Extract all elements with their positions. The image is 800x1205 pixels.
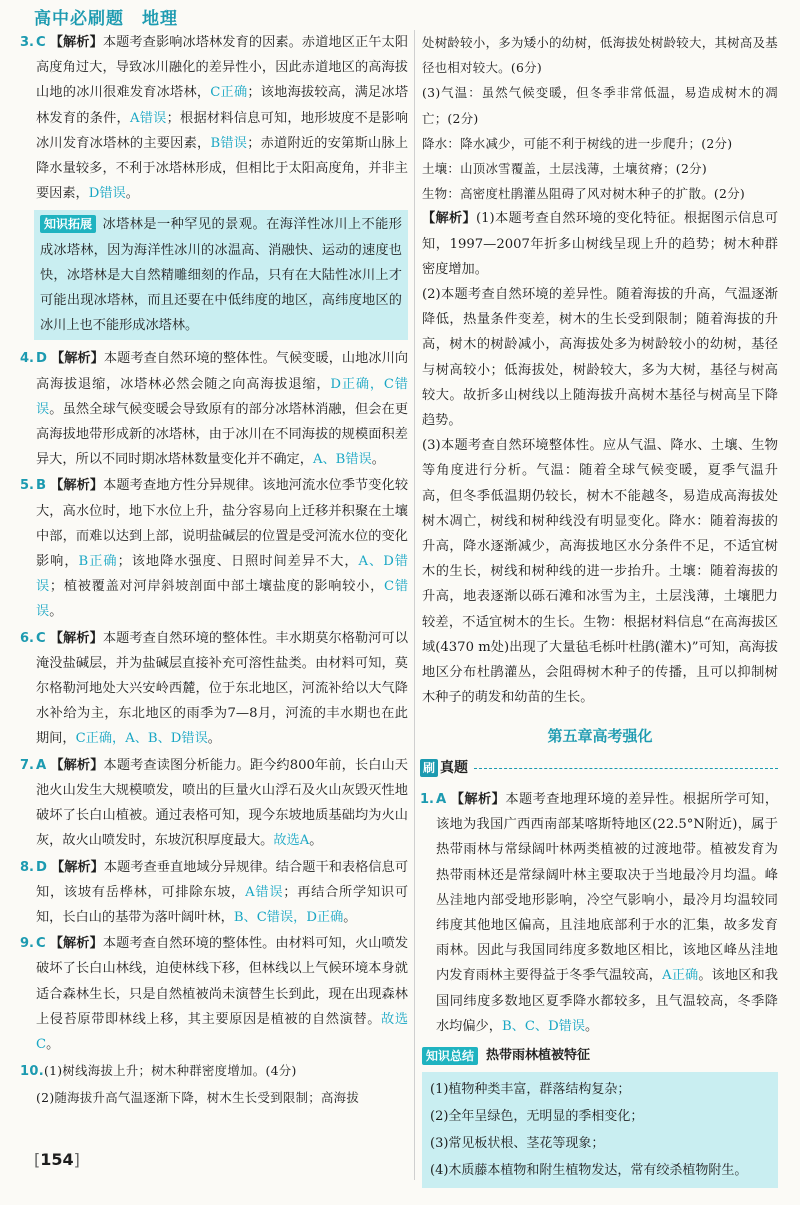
knowledge-summary-header xyxy=(422,1043,778,1068)
analysis-text: 。 xyxy=(49,604,63,620)
correct-note: 故选A xyxy=(273,833,310,849)
analysis-tag: 【解析】 xyxy=(49,630,103,646)
handwritten-answer-line: 降水：降水减少，可能不利于树线的进一步爬升；(2分) xyxy=(422,135,733,151)
answer-3 xyxy=(20,30,409,206)
answer-9 xyxy=(20,931,409,1057)
answer-letter: A xyxy=(436,791,447,807)
answer-6 xyxy=(20,626,409,752)
wrong-note: A错误 xyxy=(129,110,167,126)
correct-note: C正确 xyxy=(210,85,248,101)
question-number: 8. xyxy=(20,859,34,875)
section-label: 真题 xyxy=(440,759,469,776)
analysis-text: (1)本题考查自然环境的变化特征。根据图示信息可知，1997—2007年折多山树线呈现上升的趋势；树木种群密度增加。 xyxy=(422,211,779,277)
correct-note: D正确，C错误 xyxy=(36,376,408,417)
analysis-tag: 【解析】 xyxy=(49,936,103,952)
page-header xyxy=(0,0,800,34)
analysis-text: 。虽然全球气候变暖会导致原有的部分冰塔林消融，但会在更高海拔地带形成新的冰塔林，由于冰川在不同海拔的规模面积差异大，所以不同时期冰塔林数量变化并不确定， xyxy=(36,401,409,468)
analysis-text: ；赤道附近的安第斯山脉上降水量较多，不利于冰塔林形成，但相比于太阳高度角，并非主要因素， xyxy=(36,135,409,202)
analysis-tag: 【解析】 xyxy=(50,351,104,367)
analysis-text: 本题考查影响冰塔林发育的因素。赤道地区正午太阳高度角过大，导致冰川融化的差异性小，因此赤道地区的高海拔山地的冰川很难发育冰塔林， xyxy=(36,35,409,101)
page-number-value: 154 xyxy=(40,1150,74,1169)
question-number: 6. xyxy=(20,630,34,646)
handwritten-answer-line: (2)随海拔升高气温逐渐下降，树木生长受到限制；高海拔 xyxy=(36,1090,360,1106)
answer-10 xyxy=(20,1058,408,1084)
answer-letter: C xyxy=(36,630,46,646)
analysis-paragraph xyxy=(422,206,778,282)
analysis-tag: 【解析】 xyxy=(50,478,104,494)
analysis-text: ；该地海拔较高，满足冰塔林发育的条件， xyxy=(36,85,409,126)
wrong-note: D错误 xyxy=(88,186,126,202)
wrong-note: C错误 xyxy=(36,579,409,620)
knowledge-summary-title: 热带雨林植被特征 xyxy=(486,1047,591,1063)
page-number: [154] xyxy=(34,1150,80,1169)
question-number: 5. xyxy=(20,478,34,494)
handwritten-answer-line: (1)树线海拔上升；树木种群密度增加。(4分) xyxy=(43,1063,297,1079)
handwritten-answer-line: (3)气温：虽然气候变暖，但冬季非常低温，易造成树木的凋亡；(2分) xyxy=(422,85,778,126)
answer-letter: C xyxy=(36,35,46,50)
analysis-text: 本题考查地方性分异规律。该地河流水位季节变化较大，高水位时，地下水位上升，盐分容易向上迁移并积聚在土壤中部，而难以达到上部，说明盐碱层的位置是受河流水位的变化影响， xyxy=(36,478,409,570)
summary-item: (1)植物种类丰富，群落结构复杂； xyxy=(430,1082,631,1098)
question-number: 9. xyxy=(20,936,34,952)
analysis-text: 。 xyxy=(371,452,385,468)
knowledge-extension-box xyxy=(34,210,408,340)
analysis-text: ；该地降水强度、日照时间差异不大， xyxy=(117,554,359,570)
answer-letter: A xyxy=(36,757,47,773)
correct-note: B、C错误，D正确 xyxy=(233,909,344,925)
analysis-paragraph: (2)本题考查自然环境的差异性。随着海拔的升高，气温逐渐降低，热量条件变差，树木的生长受到限制；随着海拔的升高，树木的树龄减小，高海拔处多为树龄较小的幼树，基径与树高较小；低海拔处，树龄较大，多为大树，基径与树高较大。故折多山树线以上随海拔升高树木基径与树高呈下降趋势。 xyxy=(422,287,778,429)
left-column xyxy=(20,30,409,1111)
handwritten-answer-line: 生物：高密度杜鹃灌丛阻碍了风对树木种子的扩散。(2分) xyxy=(422,186,746,202)
book-title: 高中必刷题 地理 xyxy=(34,9,178,29)
wrong-note: B、C、D错误 xyxy=(501,1018,586,1034)
wrong-note: A、D错误 xyxy=(36,554,408,595)
analysis-text: 。 xyxy=(585,1018,599,1034)
question-number: 10. xyxy=(20,1064,44,1080)
knowledge-extension-text: 冰塔林是一种罕见的景观。在海洋性冰川上不能形成冰塔林，因为海洋性冰川的冰温高、消融快、运动的速度也快，冰塔林是大自然精雕细刻的作品，只有在大陆性冰川上才可能出现冰塔林，而且还要在中低纬度的地区，高纬度地区的冰川上也不能形成冰塔林。 xyxy=(40,217,402,334)
wrong-note: A错误 xyxy=(245,884,284,900)
answer-7 xyxy=(20,753,408,854)
analysis-tag: 【解析】 xyxy=(422,211,476,227)
analysis-text: 。该地区和我国同纬度多数地区夏季降水都较多，且气温较高，冬季降水均偏少， xyxy=(436,968,778,1034)
answer-8 xyxy=(20,855,409,931)
knowledge-summary-tag: 知识总结 xyxy=(422,1047,478,1065)
knowledge-extension-tag: 知识拓展 xyxy=(40,215,96,233)
handwritten-answer-line: 土壤：山顶冰雪覆盖，土层浅薄，土壤贫瘠；(2分) xyxy=(422,161,707,177)
analysis-text: 。 xyxy=(207,731,221,747)
analysis-text: ；再结合所学知识可知，长白山的基带为落叶阔叶林， xyxy=(36,884,409,925)
answer-1 xyxy=(422,787,778,1039)
wrong-note: B错误 xyxy=(210,135,248,151)
analysis-text: 。 xyxy=(309,833,323,849)
handwritten-answer-line: 处树龄较小，多为矮小的幼树，低海拔处树龄较大，其树高及基径也相对较大。(6分) xyxy=(422,35,778,76)
summary-item: (4)木质藤本植物和附生植物发达，常有绞杀植物附生。 xyxy=(430,1163,748,1179)
analysis-text: 本题考查自然环境的整体性。丰水期莫尔格勒河可以淹没盐碱层，并为盐碱层直接补充可溶性盐类。由材料可知，莫尔格勒河地处大兴安岭西麓，位于东北地区，河流补给以大气降水补给为主，东北地区的雨季为7—8月，河流的丰水期也在此期间， xyxy=(36,630,409,747)
correct-note: B正确 xyxy=(78,554,118,570)
brush-badge: 刷 xyxy=(420,759,438,777)
question-number: 7. xyxy=(20,757,34,773)
analysis-text: ；根据材料信息可知，地形坡度不是影响冰川发育冰塔林的主要因素， xyxy=(36,110,409,151)
analysis-text: 本题考查读图分析能力。距今约800年前，长白山天池火山发生大规模喷发，喷出的巨量火山浮石及火山灰毁灭性地破坏了长白山植被。通过表格可知，现今东坡地质基础均为火山灰，故火山喷发时，东坡沉积厚度最大。 xyxy=(36,757,408,849)
analysis-text: 本题考查自然环境的整体性。由材料可知，火山喷发破坏了长白山林线，迫使林线下移，但林线以上气候环境本身就适合森林生长，只是自然植被尚未演替生长到此，现在出现森林上侵苔原带即林线上移，其主要原因是植被的自然演替。 xyxy=(36,936,409,1027)
wrong-note: A、B错误 xyxy=(312,452,372,468)
correct-note: A正确 xyxy=(662,968,699,984)
answer-letter: D xyxy=(36,859,47,875)
analysis-text: 。 xyxy=(46,1036,60,1052)
question-number: 3. xyxy=(20,35,34,50)
question-number: 1. xyxy=(420,791,434,807)
analysis-text: ；植被覆盖对河岸斜坡剖面中部土壤盐度的影响较小， xyxy=(49,579,384,595)
correct-note: C正确，A、B、D错误 xyxy=(75,731,208,747)
analysis-text: 本题考查地理环境的差异性。根据所学可知，该地为我国广西西南部某喀斯特地区(22.5°N附近)，属于热带雨林与常绿阔叶林两类植被的过渡地带。植被发育为热带雨林还是常绿阔叶林主要取决于当地最冷月均温。峰丛洼地内部受地形影响，冷空气影响小，最冷月均温较同纬度其他地区偏高，且洼地底部利于水的汇集，故多发育雨林。因此与我国同纬度多数地区相比，该地区峰丛洼地内发育雨林主要得益于冬季气温较高， xyxy=(436,791,779,984)
answer-letter: C xyxy=(36,936,46,952)
question-number: 4. xyxy=(20,351,34,367)
analysis-tag: 【解析】 xyxy=(50,757,104,773)
answer-letter: B xyxy=(36,478,47,494)
analysis-text: 本题考查自然环境的整体性。气候变暖，山地冰川向高海拔退缩，冰塔林必然会随之向高海拔退缩， xyxy=(36,351,409,392)
analysis-text: 。 xyxy=(343,909,357,925)
analysis-tag: 【解析】 xyxy=(49,35,103,50)
analysis-tag: 【解析】 xyxy=(50,859,104,875)
real-exam-section-header xyxy=(420,756,778,781)
analysis-text: 。 xyxy=(125,186,139,202)
knowledge-summary-box xyxy=(422,1072,778,1188)
correct-note: 故选C xyxy=(36,1011,409,1052)
column-divider xyxy=(414,30,415,1180)
answer-letter: D xyxy=(36,351,47,367)
answer-4 xyxy=(20,346,409,472)
answer-5 xyxy=(20,473,409,624)
chapter-heading: 第五章高考强化 xyxy=(547,727,653,746)
section-rule xyxy=(474,768,778,769)
analysis-tag: 【解析】 xyxy=(450,791,506,807)
analysis-text: 本题考查垂直地域分异规律。结合题干和表格信息可知，该坡有岳桦林，可排除东坡， xyxy=(36,859,409,900)
summary-item: (2)全年呈绿色，无明显的季相变化； xyxy=(430,1109,644,1125)
analysis-paragraph: (3)本题考查自然环境整体性。应从气温、降水、土壤、生物等角度进行分析。气温：随着全球气候变暖，夏季气温升高，但冬季低温期仍较长，树木不能越冬，易造成高海拔处树木凋亡，树线和树种线没有明显变化。降水：随着海拔的升高，降水逐渐减少，高海拔地区水分条件不足，不适宜树木的生长，树线和树种线的进一步抬升。土壤：随着海拔的升高，地表逐渐以砾石滩和冰雪为主，土层浅薄，土壤肥力较差，不适宜树木的生长。生物：根据材料信息“在高海拔区域(4370 m处)出现了大量毡毛栎叶杜鹃(灌木)”可知，高海拔地区分布杜鹃灌丛，会阻碍树木种子的传播，且可以抑制树木种子的萌发和幼苗的生长。 xyxy=(422,438,778,706)
summary-item: (3)常见板状根、茎花等现象； xyxy=(430,1136,605,1152)
right-column xyxy=(422,30,778,1188)
